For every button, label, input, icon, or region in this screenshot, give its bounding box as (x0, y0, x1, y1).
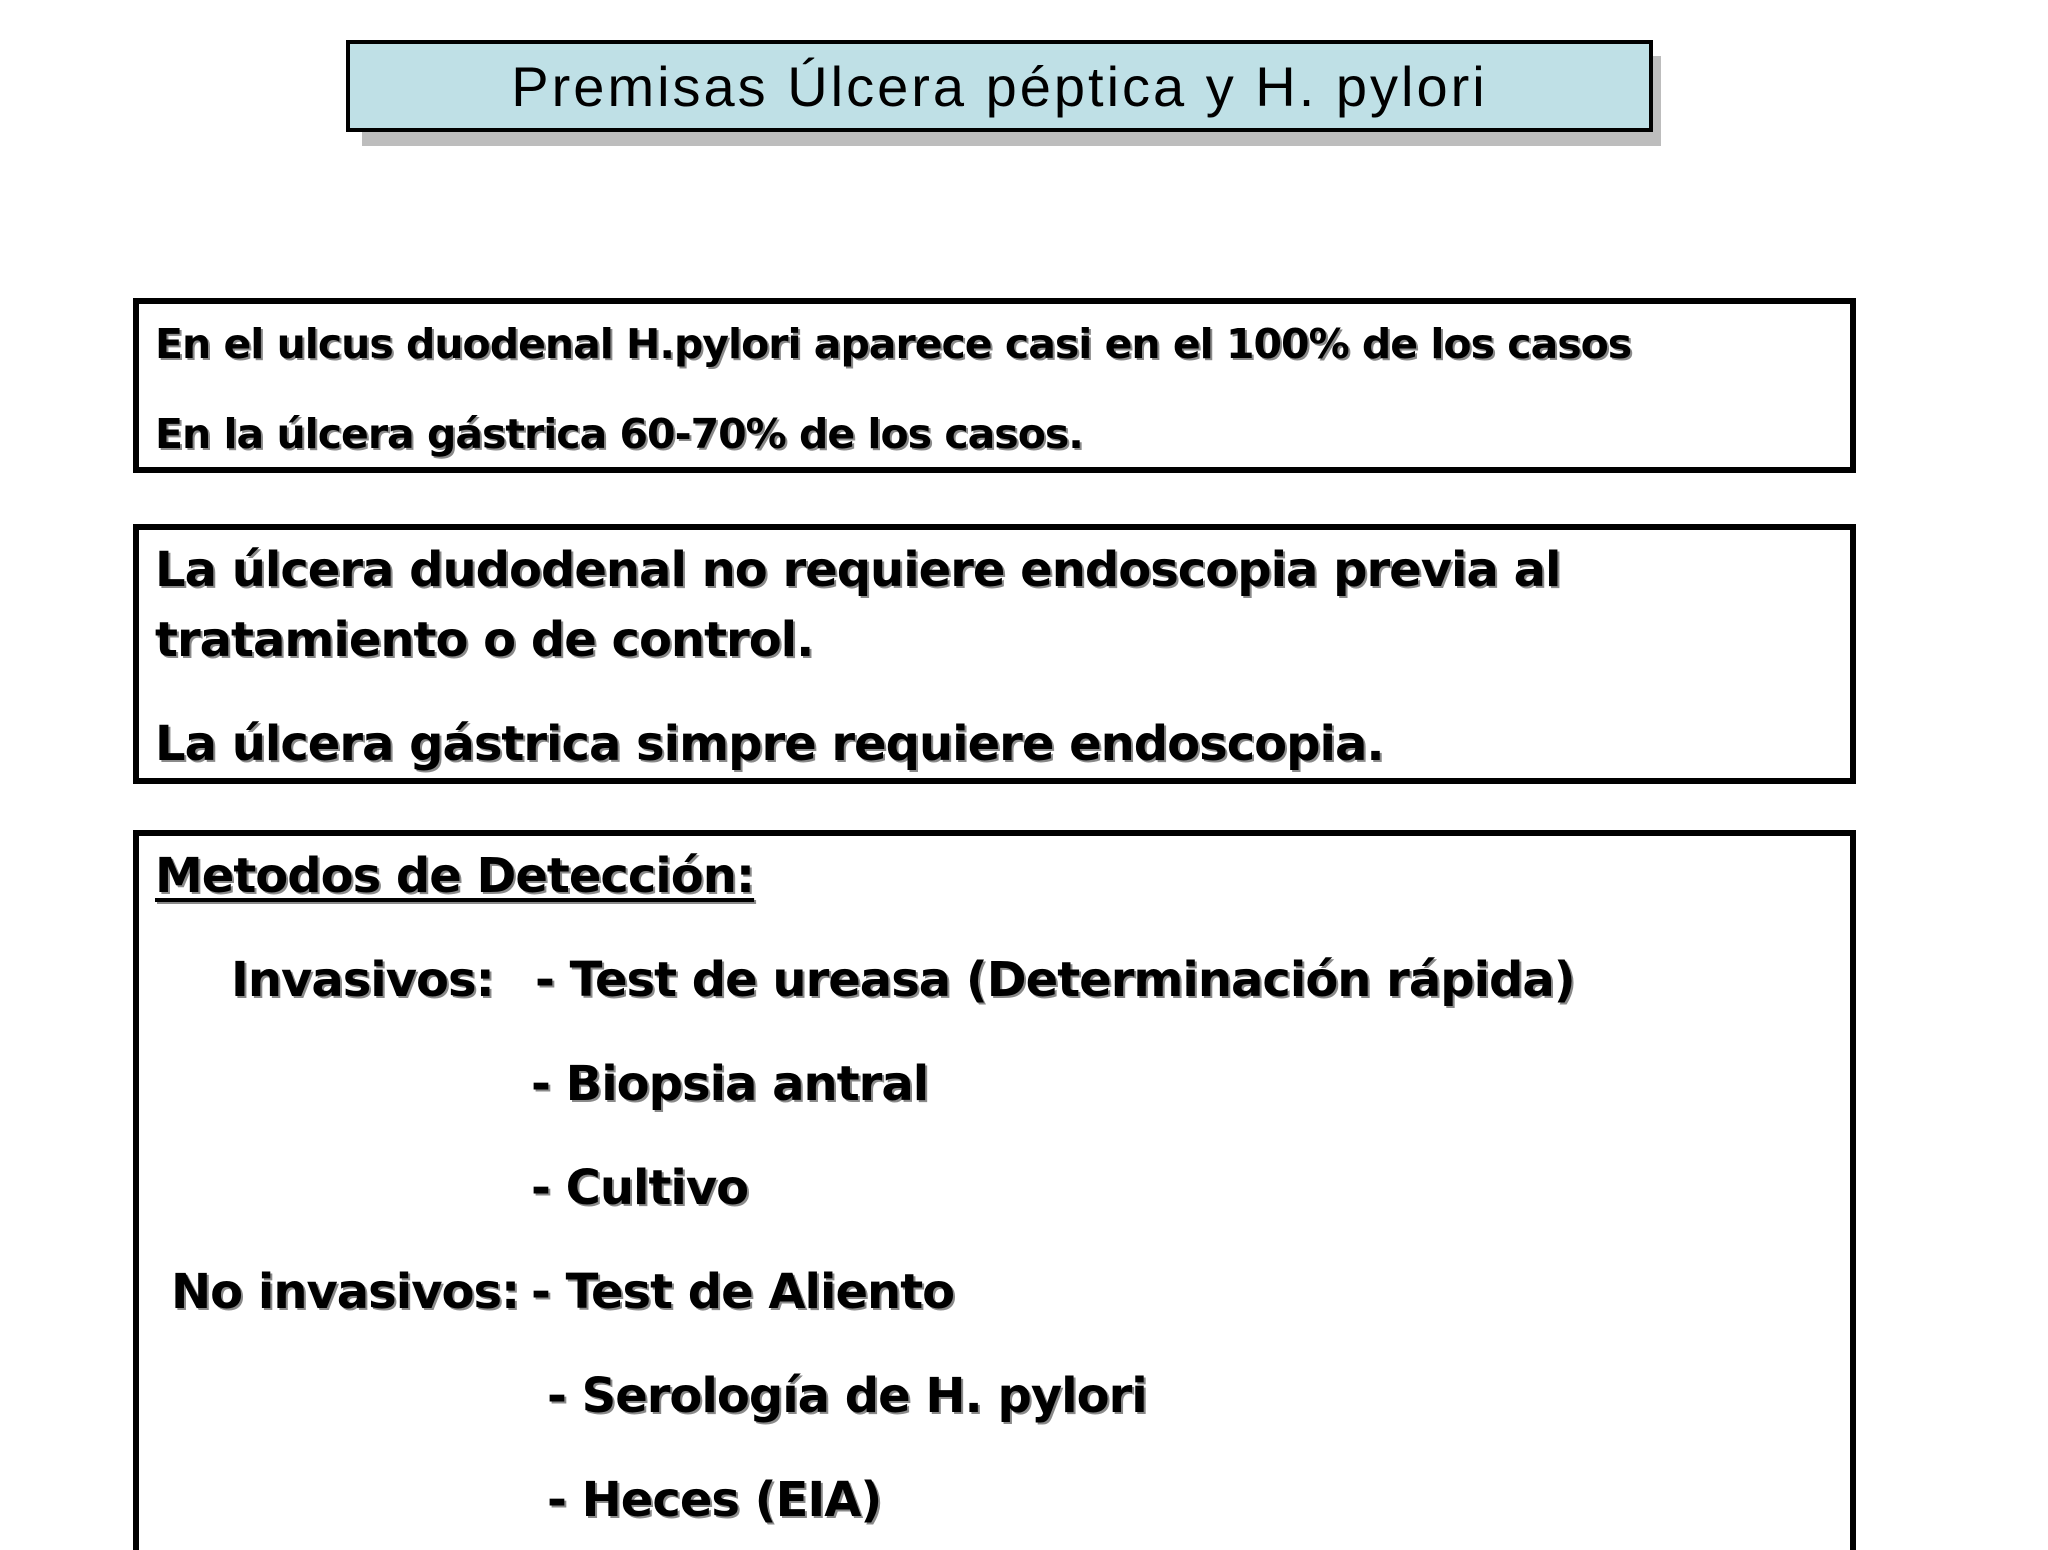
invasive-item: - Test de ureasa (Determinación rápida) (535, 952, 1575, 1008)
invasive-item: - Biopsia antral (531, 1056, 929, 1112)
endoscopy-duodenal-line2: tratamiento o de control. (155, 612, 814, 668)
noninvasive-item: - Test de Aliento (531, 1264, 955, 1320)
noninvasive-item: - Heces (EIA) (547, 1472, 882, 1528)
detection-methods-box (133, 830, 1856, 1550)
detection-heading: Metodos de Detección: (155, 848, 755, 904)
prevalence-duodenal: En el ulcus duodenal H.pylori aparece casi en el 100% de los casos (155, 320, 1632, 368)
premise-box-prevalence (133, 298, 1856, 473)
endoscopy-duodenal-line1: La úlcera dudodenal no requiere endoscopia previa al (155, 542, 1561, 598)
noninvasive-item: - Serología de H. pylori (547, 1368, 1147, 1424)
prevalence-gastric: En la úlcera gástrica 60-70% de los casos. (155, 410, 1083, 458)
slide-title-text: Premisas Úlcera péptica y H. pylori (511, 54, 1488, 118)
invasive-item: - Cultivo (531, 1160, 749, 1216)
invasive-label: Invasivos: (231, 952, 494, 1008)
slide-title (346, 40, 1653, 132)
premise-box-endoscopy (133, 524, 1856, 784)
endoscopy-gastric: La úlcera gástrica simpre requiere endoscopia. (155, 716, 1384, 772)
noninvasive-label: No invasivos: (171, 1264, 520, 1320)
